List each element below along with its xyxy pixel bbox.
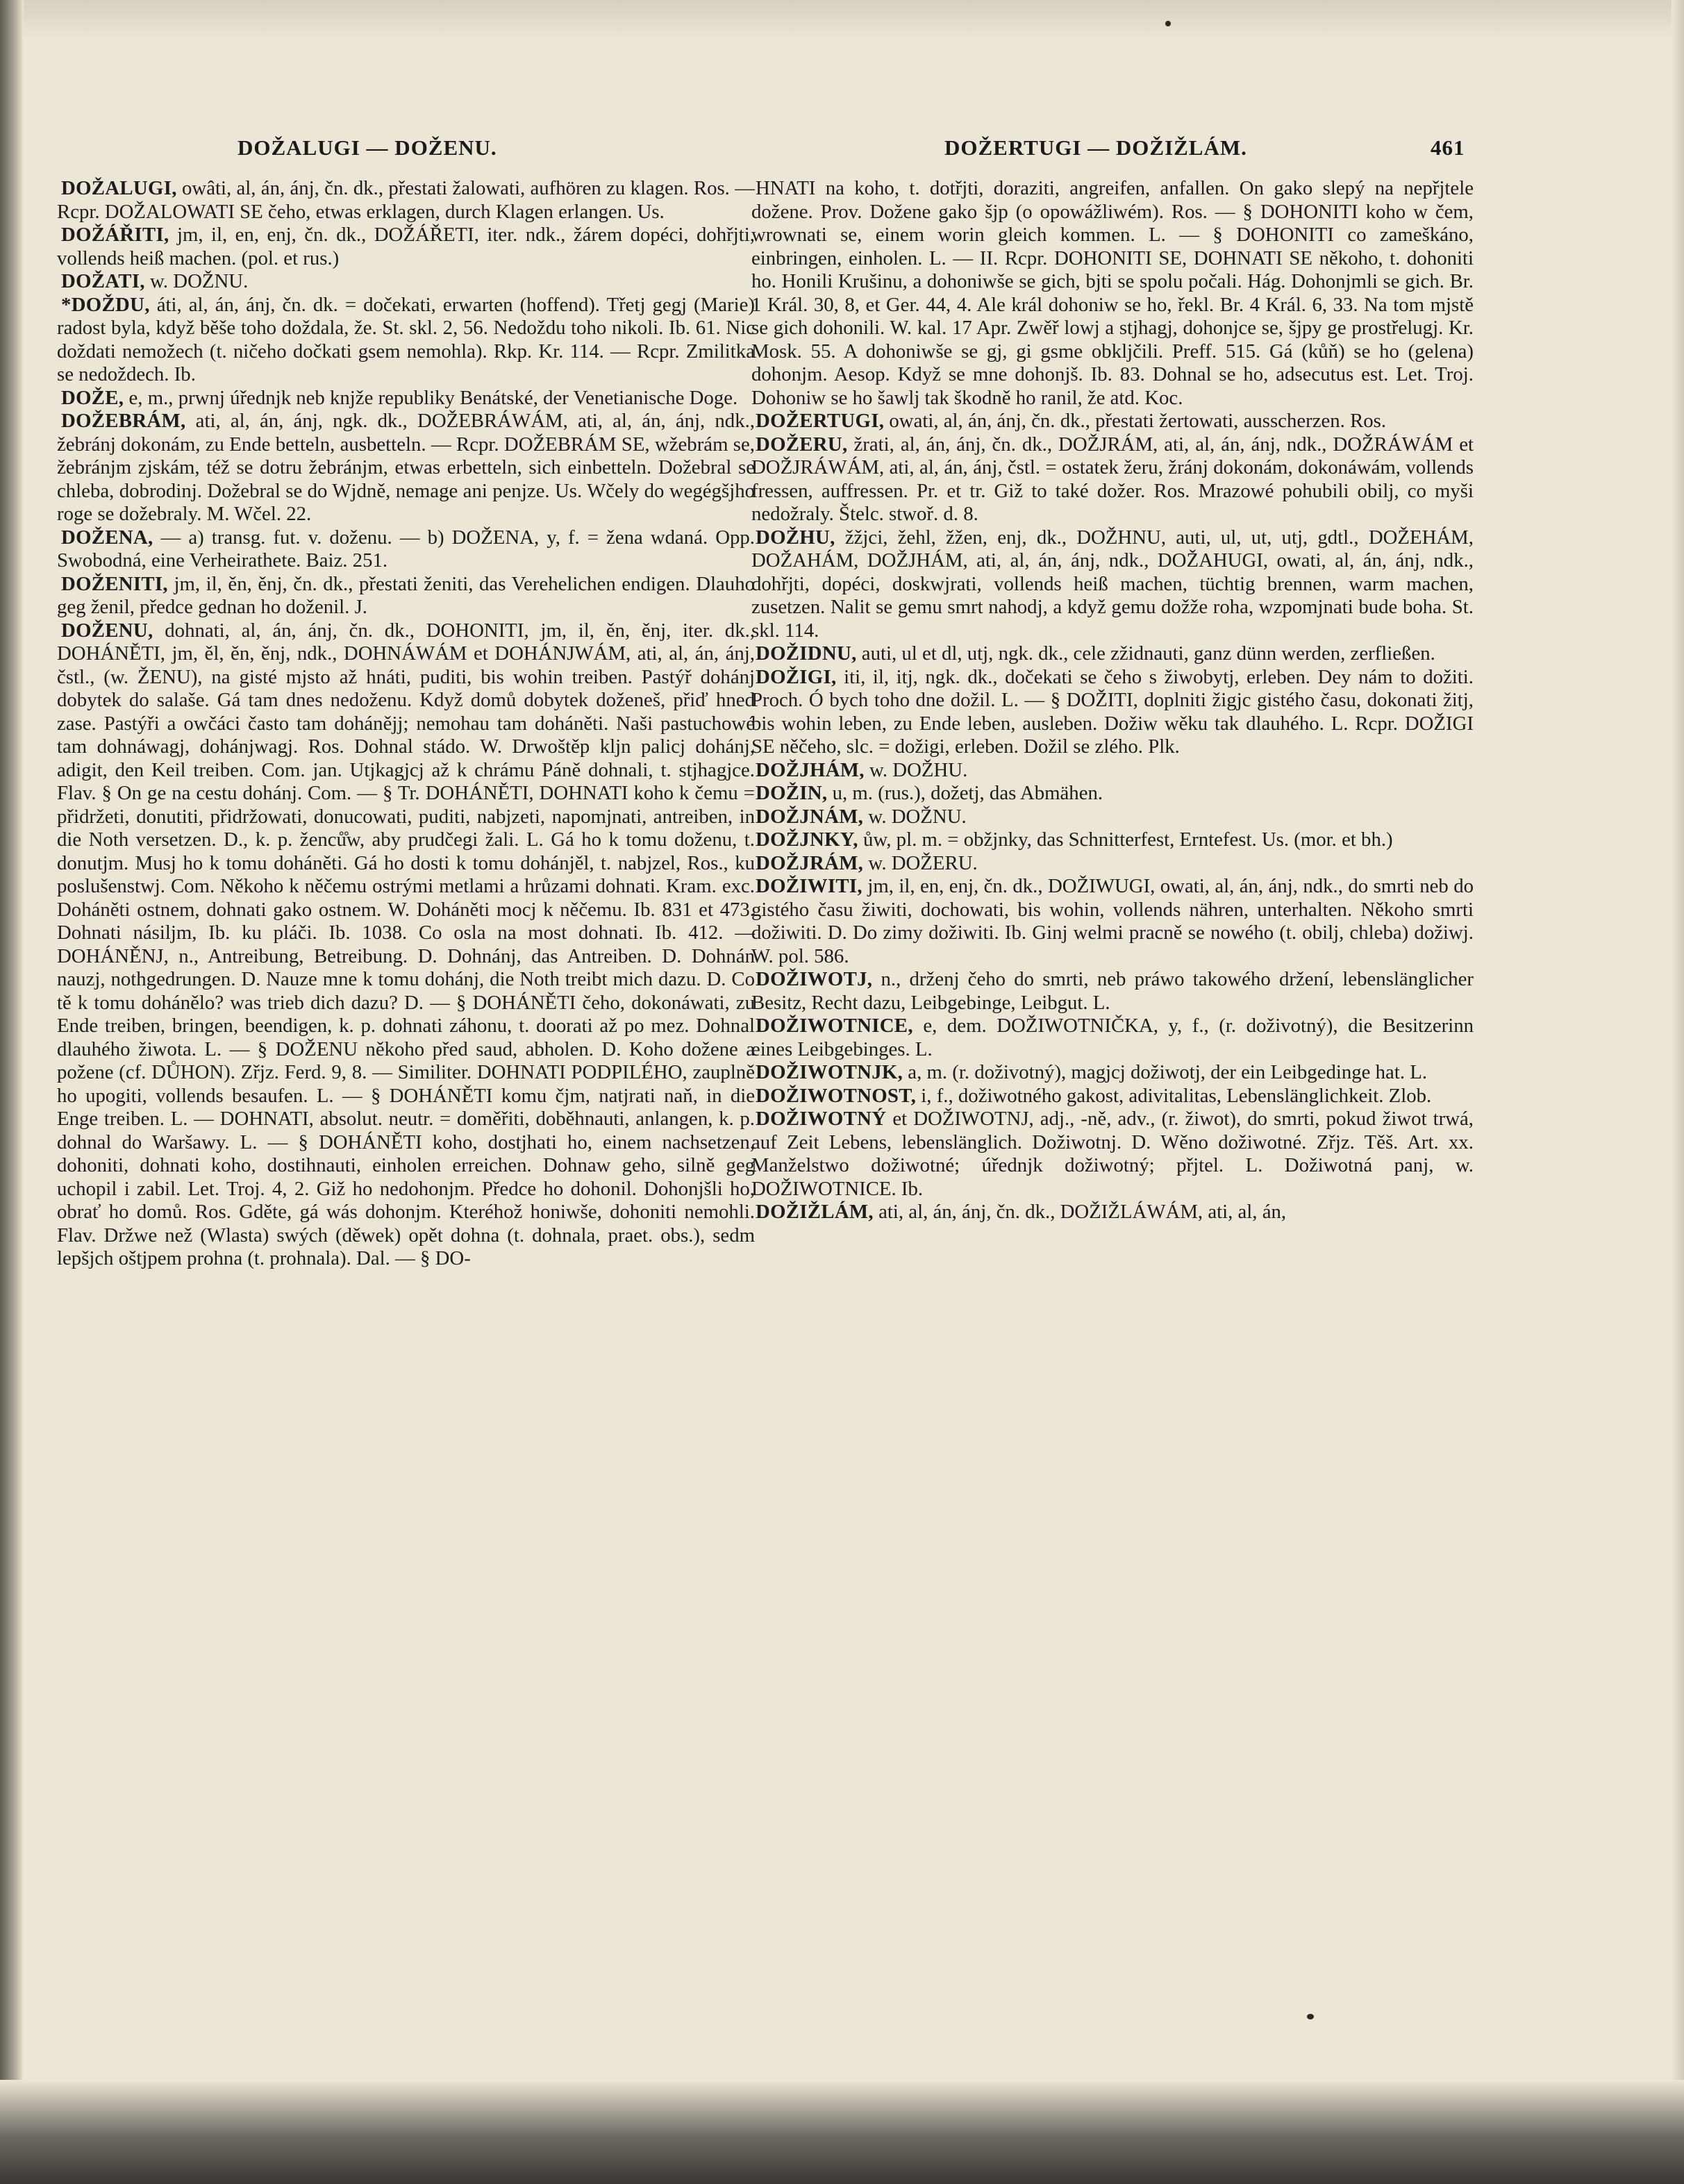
entry-headword: DOŽALUGI, — [61, 177, 177, 199]
dictionary-entry — [751, 410, 1474, 433]
entry-headword: DOŽÁŘITI, — [61, 224, 169, 246]
entry-headword: DOŽENITI, — [61, 572, 168, 595]
entry-text: n., drženj čeho do smrti, neb práwo takowého držení, lebenslänglicher Besitz, Recht dazu, Leibgebinge, Leibgut. L. — [751, 968, 1474, 1014]
dictionary-entry — [751, 642, 1474, 666]
entry-text: i, f., dožiwotného gakost, adivitalitas, Lebenslänglichkeit. Zlob. — [916, 1084, 1432, 1107]
entry-headword: DOŽIWOTNICE, — [756, 1015, 913, 1037]
running-head-right: DOŽERTUGI — DOŽIŽLÁM. — [944, 135, 1247, 160]
entry-headword: DOŽATI, — [61, 270, 145, 292]
dictionary-entry — [751, 433, 1474, 526]
entry-headword: DOŽE, — [61, 386, 124, 409]
dictionary-entry — [751, 1201, 1474, 1224]
entry-headword: DOŽHU, — [756, 526, 835, 549]
entry-headword: DOŽENU, — [61, 619, 153, 642]
entry-headword: DOŽIN, — [756, 782, 828, 804]
entry-text: áti, al, án, ánj, čn. dk. = dočekati, erwarten (hoffend). Třetj gegj (Marie) radost byla, když běše toho doždala, že. St. skl. 2, 56. Nedoždu toho nikoli. Ib. 61. Nic doždati nemožech (t. ničeho dočkati gsem nemohla). Rkp. Kr. 114. — Rcpr. Zmilitka se nedoždech. Ib. — [57, 293, 755, 385]
dictionary-entry — [57, 224, 755, 270]
entry-text: dohnati, al, án, ánj, čn. dk., DOHONITI, jm, il, ěn, ěnj, iter. dk., DOHÁNĚTI, jm, ěl, ěn, ěnj, ndk., DOHNÁWÁM et DOHÁNJWÁM, ati, al, án, ánj, čstl., (w. ŽENU), na gisté mjsto až hnáti, puditi, bis wohin treiben. Pastýř dohánj dobytek do salaše. Gá tam dnes nedoženu. Když domů dobytek doženeš, přiď hned zase. Pastýři a owčáci často tam dohánějj; nemohau tam doháněti. Naši pastuchowé tam dohnáwagj, dohánjwagj. Ros. Dohnal stádo. W. Drwoštěp kljn palicj dohánj, adigit, den Keil treiben. Com. jan. Utjkagjcj až k chrámu Páně dohnali, t. stjhagjce. Flav. § On ge na cestu dohánj. Com. — § Tr. DOHÁNĚTI, DOHNATI koho k čemu = přidržeti, donutiti, přidržowati, donucowati, puditi, nabjzeti, napomjnati, antreiben, in die Noth versetzen. D., k. p. ženců̊w, aby prudčegi žali. L. Gá ho k tomu doženu, t. donutjm. Musj ho k tomu doháněti. Gá ho dosti k tomu dohánjěl, t. nabjzel, Ros., ku poslušenstwj. Com. Někoho k něčemu ostrými metlami a hrůzami dohnati. Kram. exc. Doháněti ostnem, dohnati gako ostnem. W. Doháněti mocj k něčemu. Ib. 831 et 473. Dohnati násiljm, Ib. ku pláči. Ib. 1038. Co osla na most dohnati. Ib. 412. — DOHÁNĚNJ, n., Antreibung, Betreibung. D. Dohnánj, das Antreiben. D. Dohnán nauzj, nothgedrungen. D. Nauze mne k tomu dohánj, die Noth treibt mich dazu. D. Co tě k tomu dohánělo? was trieb dich dazu? D. — § DOHÁNĚTI čeho, dokonáwati, zu Ende treiben, bringen, beendigen, k. p. dohnati záhonu, t. doorati až po mez. Dohnal dlauhého žiwota. L. — § DOŽENU někoho před saud, abholen. D. Koho dožene a požene (cf. DŮHON). Zřjz. Ferd. 9, 8. — Similiter. DOHNATI PODPILÉHO, zauplně ho upogiti, vollends besaufen. L. — § DOHÁNĚTI komu čjm, natjrati naň, in die Enge treiben. L. — DOHNATI, absolut. neutr. = doměřiti, doběhnauti, anlangen, k. p. dohnal do Waršawy. L. — § DOHÁNĚTI koho, dostjhati ho, einem nachsetzen, dohoniti, dohnati koho, dostihnauti, einholen erreichen. Dohnaw geho, silně geg uchopil i zabil. Let. Troj. 4, 2. Giž ho nedohonjm. Předce ho dohonil. Dohonjšli ho, obrať ho domů. Ros. Gděte, gá wás dohonjm. Kteréhož honiwše, dohoniti nemohli. Flav. Držwe než (Wlasta) swých (děwek) opět dohna (t. dohnala, praet. obs.), sedm lepšjch oštjpem prohna (t. prohnala). Dal. — § DO- — [57, 619, 755, 1269]
dictionary-entry — [57, 387, 755, 410]
entry-headword: DOŽIWOTNÝ — [756, 1108, 887, 1130]
entry-text: iti, il, itj, ngk. dk., dočekati se čeho s žiwobytj, erleben. Dey nám to dožiti. Proch. Ó bych toho dne dožil. L. — § DOŽITI, doplniti žigjc gistého času, dokonati žitj, bis wohin leben, zu Ende leben, ausleben. Dožiw wěku tak dlauhého. L. Rcpr. DOŽIGI SE něčeho, slc. = dožigi, erleben. Dožil se zlého. Plk. — [751, 665, 1474, 758]
entry-text: owati, al, án, ánj, čn. dk., přestati žertowati, ausscherzen. Ros. — [884, 410, 1387, 432]
entry-headword: DOŽIŽLÁM, — [756, 1201, 874, 1223]
entry-headword: DOŽIWOTJ, — [756, 968, 873, 990]
page-binding-shadow — [0, 0, 24, 2184]
page-top-shadow — [0, 0, 1684, 42]
entry-text: e, dem. DOŽIWOTNIČKA, y, f., (r. doživotný), die Besitzerinn eines Leibgebinges. L. — [751, 1015, 1474, 1060]
entry-text: jm, il, en, enj, čn. dk., DOŽÁŘETI, iter. ndk., žárem dopéci, dohřjti, vollends heiß machen. (pol. et rus.) — [57, 224, 755, 269]
entry-text: a, m. (r. doživotný), magjcj dožiwotj, der ein Leibgedinge hat. L. — [903, 1061, 1428, 1083]
left-column — [57, 177, 755, 2052]
entry-text: et DOŽIWOTNJ, adj., -ně, adv., (r. žiwot), do smrti, pokud žiwot trwá, auf Zeit Lebens, lebenslänglich. Dožiwotnj. D. Wěno dožiwotné. Zřjz. Těš. Art. xx. Manželstwo dožiwotné; úřednjk dožiwotný; přjtel. L. Dožiwotná panj, w. DOŽIWOTNICE. Ib. — [751, 1108, 1474, 1200]
dictionary-entry — [751, 526, 1474, 643]
dictionary-entry — [751, 759, 1474, 783]
entry-text: e, m., prwnj úřednjk neb knjže republiky Benátské, der Venetianische Doge. — [124, 386, 738, 409]
entry-text: w. DOŽNU. — [144, 270, 249, 292]
dictionary-entry — [751, 806, 1474, 829]
ink-speck — [1307, 2014, 1314, 2019]
entry-text: HNATI na koho, t. dotřjti, doraziti, angreifen, anfallen. On gako slepý na nepřjtele dožene. Prov. Dožene gako šjp (o opowážliwém). Ros. — § DOHONITI koho w čem, wrownati se, einem worin gleich kommen. L. — § DOHONITI co zameškáno, einbringen, einholen. L. — II. Rcpr. DOHONITI SE, DOHNATI SE někoho, t. dohoniti ho. Honili Krušinu, a dohoniwše se gich, bjti se spolu počali. Hág. Dohonjmli se gich. Br. 1 Král. 30, 8, et Ger. 44, 4. Ale král dohoniw se ho, řekl. Br. 4 Král. 6, 33. Na tom mjstě se gich dohonili. W. kal. 17 Apr. Zwěř lowj a stjhagj, dohonjce se, šjpy ge prostřelugj. Kr. Mosk. 55. A dohoniwše se gj, gi gsme obkljčili. Preff. 515. Gá (kůň) se ho (gelena) dohonjm. Aesop. Když se mne dohonjš. Ib. 83. Dohnal se ho, adsecutus est. Let. Troj. Dohoniw se ho šawlj tak škodně ho ranil, že atd. Koc. — [751, 177, 1474, 409]
entry-headword: DOŽEBRÁM, — [61, 410, 186, 432]
dictionary-entry — [751, 852, 1474, 876]
running-head-left: DOŽALUGI — DOŽENU. — [237, 135, 497, 160]
entry-text: žžjci, žehl, žžen, enj, dk., DOŽHNU, auti, ul, ut, utj, gdtl., DOŽEHÁM, DOŽAHÁM, DOŽJHÁM, ati, al, án, ánj, ndk., DOŽAHUGI, owati, al, án, ánj, ndk., dohřjti, dopéci, doskwjrati, vollends heiß machen, tüchtig brennen, warm machen, zusetzen. Nalit se gemu smrt nahodj, a když gemu dožže roha, wzpomjnati bude boha. St. skl. 114. — [751, 526, 1474, 642]
dictionary-entry — [751, 968, 1474, 1015]
right-column — [751, 177, 1474, 2052]
entry-text: jm, il, en, enj, čn. dk., DOŽIWUGI, owati, al, án, ánj, ndk., do smrti neb do gistého času žiwiti, dochowati, bis wohin, vollends nähren, unterhalten. Někoho smrti dožiwiti. D. Do zimy dožiwiti. Ib. Ginj welmi pracně se nowého (t. obilj, chleba) dožiwj. W. pol. 586. — [751, 875, 1474, 967]
entry-headword: DOŽENA, — [61, 526, 153, 549]
dictionary-entry — [57, 410, 755, 526]
dictionary-entry — [751, 1015, 1474, 1061]
dictionary-entry — [751, 875, 1474, 968]
dictionary-entry — [57, 294, 755, 387]
entry-headword: DOŽERU, — [756, 433, 848, 456]
entry-headword: DOŽIWITI, — [756, 875, 862, 897]
dictionary-entry — [57, 270, 755, 294]
entry-text: auti, ul et dl, utj, ngk. dk., cele zžidnauti, ganz dünn werden, zerfließen. — [856, 642, 1435, 665]
entry-text: — a) transg. fut. v. doženu. — b) DOŽENA, y, f. = žena wdaná. Opp. Swobodná, eine Verheirathete. Baiz. 251. — [57, 526, 755, 572]
dictionary-entry — [751, 782, 1474, 806]
entry-headword: DOŽIGI, — [756, 665, 837, 688]
dictionary-entry — [751, 828, 1474, 852]
entry-headword: DOŽIDNU, — [756, 642, 857, 665]
entry-text: w. DOŽERU. — [863, 851, 978, 874]
entry-text: u, m. (rus.), dožetj, das Abmähen. — [827, 782, 1103, 804]
dictionary-entry — [57, 177, 755, 224]
dictionary-entry — [751, 666, 1474, 759]
page-number: 461 — [1431, 135, 1465, 160]
dictionary-entry — [57, 619, 755, 1271]
page-bottom-shadow — [0, 2080, 1684, 2184]
entry-headword: *DOŽDU, — [61, 293, 150, 316]
dictionary-entry — [751, 1085, 1474, 1108]
dictionary-entry — [751, 1061, 1474, 1085]
entry-headword: DOŽIWOTNOST, — [756, 1084, 917, 1107]
entry-headword: DOŽJHÁM, — [756, 758, 865, 781]
entry-text: jm, il, ěn, ěnj, čn. dk., přestati ženiti, das Verehelichen endigen. Dlauho geg ženil, předce gednan ho doženil. J. — [57, 572, 755, 618]
dictionary-entry — [751, 177, 1474, 410]
entry-headword: DOŽJRÁM, — [756, 851, 864, 874]
entry-text: ati, al, án, ánj, ngk. dk., DOŽEBRÁWÁM, ati, al, án, ánj, ndk., žebránj dokonám, zu Ende betteln, ausbetteln. — Rcpr. DOŽEBRÁM SE, wžebrám se, žebránjm zjskám, též se dotru žebránjm, etwas erbetteln, sich einbetteln. Dožebral se chleba, dobrodinj. Dožebral se do Wjdně, nemage ani penjze. Us. Wčely do wegégšjho roge se dožebraly. M. Wčel. 22. — [57, 410, 755, 525]
ink-speck — [1165, 21, 1171, 26]
entry-headword: DOŽERTUGI, — [756, 410, 885, 432]
page-right-edge — [1672, 0, 1684, 2184]
entry-headword: DOŽJNKY, — [756, 828, 858, 851]
dictionary-entry — [57, 573, 755, 619]
dictionary-entry — [57, 526, 755, 573]
entry-text: žrati, al, án, ánj, čn. dk., DOŽJRÁM, ati, al, án, ánj, ndk., DOŽRÁWÁM et DOŽJRÁWÁM, ati, al, án, ánj, čstl. = ostatek žeru, žránj dokonám, dokonáwám, vollends fressen, auffressen. Pr. et tr. Giž to také dožer. Ros. Mrazowé pohubili obilj, co myši nedožraly. Štelc. stwoř. d. 8. — [751, 433, 1474, 525]
entry-text: w. DOŽHU. — [864, 758, 968, 781]
entry-text: ůw, pl. m. = obžjnky, das Schnitterfest, Erntefest. Us. (mor. et bh.) — [858, 828, 1393, 851]
entry-headword: DOŽJNÁM, — [756, 805, 864, 828]
entry-text: ati, al, án, ánj, čn. dk., DOŽIŽLÁWÁM, ati, al, án, — [873, 1201, 1287, 1223]
entry-text: w. DOŽNU. — [863, 805, 967, 828]
entry-text: owâti, al, án, ánj, čn. dk., přestati žalowati, aufhören zu klagen. Ros. — Rcpr. DOŽALOWATI SE čeho, etwas erklagen, durch Klagen erlangen. Us. — [57, 177, 755, 223]
entry-headword: DOŽIWOTNJK, — [756, 1061, 903, 1083]
dictionary-entry — [751, 1108, 1474, 1201]
